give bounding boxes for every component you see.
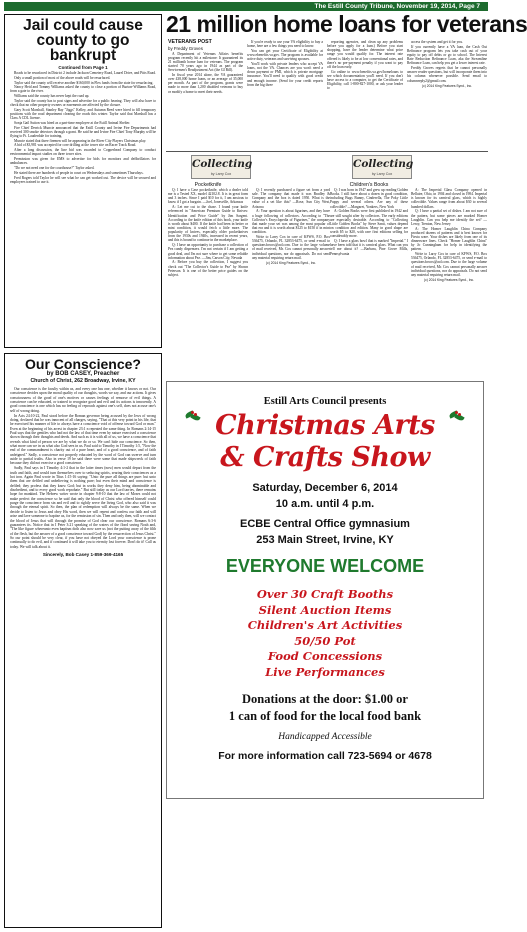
conscience-body: [10, 387, 156, 549]
paragraph: A: Golden Books were first published in 1942 and are still sought after by collectors. The early editions are especially desirable. According to "Collecting Little Golden Books" by Steve Santi, values depend on condition and edition. Many in good shape are worth $5 to $20, with rare first editions selling for considerably more.: [330, 209, 408, 239]
collecting-right-body: [330, 188, 408, 256]
loans-col-4: [407, 40, 487, 148]
collecting-logo-by-2: by Larry Cox: [371, 172, 393, 176]
paragraph: A bid of $3,981 was accepted for core drilling at the tower site on Racer Track Road.: [14, 143, 137, 148]
paragraph: Taylor said the county will receive another $160,000 in Flex funds from the state for resurfacing.: [14, 80, 154, 85]
paragraph: Our conscience is the faculty within us, and every one has one, whether it knows or not. Our conscience decides upon the moral quality of our thoughts, words we say, and our actions. It gives consciousness of the good of one's motives or causes feelings of remorse of evil things. A conscience can be educated, or trained to recognize good and evil and its actions is innocently. A good conscience is one which has no feeling of reproach against one's self, does not accuse one's self of wrong doing.: [10, 387, 156, 413]
paragraph: You'll work with private lenders who accept VA loans, not the VA. Chances are you won't need a down payment or PMI, which is private mortgage insurance. You'll need to qualify with good credit and enough income. (Send for your credit reports from the big three: [247, 61, 323, 87]
flyer-item: Children's Art Activities: [247, 618, 403, 632]
paragraph: access the system and get it for you.: [411, 40, 463, 44]
flyer-title-1: Christmas Arts: [215, 410, 435, 441]
flyer-item: Food Concessions: [267, 649, 383, 663]
loans-headline-wrap: [166, 11, 527, 38]
paragraph: A Department of Veterans Affairs benefits program recently hit a milestone: It guaranteed its 21 millionth home loan for veterans. The program started 70 years ago in 1944 as part of the Servicemen's Readjustment Act (the GI Bill).: [168, 51, 243, 73]
collecting-logo-text: Collecting: [192, 158, 253, 170]
paragraph: Q: I have a glass bowl that is marked "Imperial." I have been told that it is carnival glass. What can you tell me about it? —Barbara, Pine Grove Mills, Pennsylvania: [330, 239, 408, 256]
flyer-info: For more information call 723-5694 or 4678: [218, 750, 432, 762]
paragraph: A: Your question is about figurines, and they have a huge following of collectors. According to "The Collector's Encyclopedia of Figurines," the company that made your set was among the most popular of that era and it is worth about $125 to $150 if in mint condition.: [252, 209, 330, 235]
loans-headline: 21 million home loans for veterans: [166, 11, 527, 37]
paragraph: After a long discussion, the line bid was awarded to Copperhead Company to conduct environmental impact studies on three tower sites.: [10, 148, 156, 157]
collecting-logo-right: [352, 155, 412, 179]
flyer-presents: Estill Arts Council presents: [263, 396, 387, 407]
collecting-right-col-2: [411, 182, 487, 377]
paragraph: A: The Homer Laughlin China Company produced dozens of patterns and is best known for Fiesta ware. Your dishes are likely from one of its dinnerware lines. Check "Homer Laughlin China" by Jo Cunningham for help in identifying the pattern.: [411, 226, 487, 252]
page-header-bar: [4, 2, 488, 11]
flyer-donations-2: 1 can of food for the local food bank: [228, 709, 422, 723]
flyer-item: Over 30 Craft Booths: [256, 587, 394, 601]
loans-col-3: [327, 40, 403, 148]
christmas-flyer: [166, 381, 484, 799]
paragraph: reporting agencies, and clean up any problems before you apply for a loan.) Before you start shopping, have the lender determine what price range you would qualify for. The interest rate offered is likely to be at low conventional rates, and there's no pre-payment penalty if you want to pay off the loan early.: [327, 40, 403, 69]
collecting-right-body-2: [411, 188, 487, 277]
jail-article: [4, 14, 162, 348]
paragraph: "Do we not need one for the courthouse?" Taylor asked.: [14, 166, 95, 170]
paragraph: Roads to be resurfaced in District 2 include Jackson Cemetery Road, Laurel Drive, and Pitts Road.: [14, 71, 156, 75]
flyer-item: 50/50 Pot: [294, 633, 356, 648]
paragraph: Fred Rogers told Taylor he will see what he can get worked out. The device will be secured and employees trained to use it.: [10, 175, 156, 184]
paragraph: Sadly, Paul says in I Timothy 4:1-2 that in the latter times (now) men would depart from the truth and faith, and would turn themselves over to seducing spirits, searing their consciences as a hot iron. Again Paul wrote in Titus 1:15-16 saying: "Unto the pure all things are pure: but unto them that are defiled and unbelieving is nothing pure; but even their mind and conscience is defiled; they profess that they know God; but in works they deny him, being abominable and disobedient, and to every good work reprobate." But still today as our Lord tarries, there remains hope for mankind. The Hebrew writer wrote in chapter 9:8-10 that the law of Moses could not make perfect the conscience so he said that only the blood of Christ who offered himself could purge the conscience from sin and evil and to rightly serve the living God, who also said it was through the eternal spirit. So then, the plan of redemption will always be the same. When we decide to listen to Jesus and obey His word, then we will repent and confess our faith and will arise and lave someone to baptize us, for the remission of sin. Then and only then, will we contact the blood of Jesus that will through the promise of God clear our conscience. Romans 6:3-6 guarantees its. Notice that in I Peter 3:21 speaking of the waters of the flood saving Noah and, "The like figure whereunto even baptism doth also now save us (not the putting away of the filth of the flesh, but the answer of a good conscience toward God) by the resurrection of Jesus Christ." So our point should be very clear, if you have not obeyed the Lord your conscience is prone continually to do evil, and if continued it will take you to eternity lost forever. Don't do it! Call us today. We will talk about it.: [10, 466, 156, 549]
flyer-item: Live Performances: [265, 664, 385, 679]
loans-copyright: (c) 2014 King Features Synd., Inc.: [421, 83, 473, 88]
jail-headline: Jail could cause county to go bankrupt: [23, 17, 143, 64]
paragraph: Taylor said the county has to post signs and advertise for a public hearing. They will also have to check that no other property owners or easements are affected by the closure.: [10, 98, 156, 108]
jail-continued: Continued from Page 1: [58, 65, 108, 70]
paragraph: Q: I have a partial set of dishes. I am not sure of the pattern, but some pieces are marked Homer Laughlin. Can you help me identify the set? —Leroy, Trenton, New Jersey: [411, 209, 487, 226]
paragraph: Williams said the county has never kept the road up.: [14, 94, 90, 99]
paragraph: Fire Chief Derrick Muncie announced that the Estill County and Irvine Fire Departments had received 300 smoke detectors through a grant. He said he and Irvine Fire Chief Tony Murphy will be flying to Ft. Lauderdale for training.: [10, 125, 156, 138]
paragraph: Q: I have an opportunity to purchase a collection of Pez candy dispensers. I'm not certain if I am getting a good deal, and I'm not sure where to get some reliable information about Pez. —Jim, Carson City, Nevada: [168, 243, 248, 260]
paragraph: Q: I recently purchased a figure set from a yard sale. The company that made it was Bradley & Company and the box is dated 1950. What is the value of a set like this? —Rose, Sun City West, Arizona: [252, 188, 330, 209]
collecting-right-title: Children's Books: [349, 182, 389, 188]
paragraph: He stated there are hundreds of people in court on Wednesdays and sometimes Thursdays.: [14, 170, 144, 175]
loans-col-1-body: [168, 52, 243, 94]
flyer-venue-1: ECBE Central Office gymnasium: [240, 518, 410, 530]
conscience-byline: by BOB CASEY, Preacher: [46, 371, 120, 377]
paragraph: Freddy Groves regrets that he cannot personally answer reader questions, but will incorporate them into his column whenever possible. Send email to columnreply2@gmail.com.: [407, 66, 487, 83]
conscience-headline: Our Conscience?: [25, 356, 141, 372]
flyer-accessible: Handicapped Accessible: [278, 732, 372, 742]
flyer-item: Silent Auction Items: [258, 602, 392, 617]
collecting-logo-left: [191, 155, 251, 179]
flyer-date: Saturday, December 6, 2014: [252, 482, 398, 494]
collecting-left-col: [168, 182, 248, 377]
loans-col-3-body: [327, 40, 403, 90]
paragraph: In fiscal year 2014 alone, the VA guaranteed over 438,000 home loans, or an average of 35,000 per month. As part of the program, grants were made to more than 1,200 disabled veterans to buy or modify a home to meet their needs.: [168, 72, 243, 94]
conscience-church: Church of Christ, 262 Broadway, Irvine, KY: [30, 378, 136, 384]
paragraph: Only a small portion of most of the above roads will be resurfaced.: [14, 75, 111, 80]
paragraph: Go online to www.benefits.va.gov/homeloans to see which documentation you'll need. If you don't have access to a computer, to get the Certificate of Eligibility, call 1-800-827-1000, or ask your leader to: [327, 69, 403, 91]
collecting-logo-by: by Larry Cox: [210, 172, 232, 176]
paragraph: If you currently have a VA loan, the Cash Out Refinance program lets you take cash out of your equity to pay off debts or go to school. The Interest Rate Reduction Refinance Loan, aka the Streamline Refinance Loan, can help you get a lower interest rate.: [407, 44, 487, 66]
flyer-time: 10 a.m. until 4 p.m.: [275, 498, 375, 510]
loans-byline: by Freddy Groves: [168, 45, 203, 51]
paragraph: If you're ready to use your VA eligibility to buy a home, here are a few things you need to know:: [247, 40, 323, 49]
loans-col-2: [247, 40, 323, 148]
paragraph: Gary Scott Marshall, Stanley Ray "Jiggs" Kelley, and Autumn Reed were hired to fill temporary positions with the road department clearing the roads this winter. Taylor said that Marshall has a Class A CDL license.: [10, 107, 156, 121]
collecting-mid-body: [252, 188, 330, 260]
flyer-welcome: EVERYONE WELCOME: [225, 556, 425, 576]
collecting-left-title: Pocketknife: [194, 182, 222, 188]
collecting-right-col: [330, 182, 408, 377]
loans-col-1: [168, 40, 243, 148]
paragraph: Nancy Heid and Tommy Williams asked the county to close a portion of Burton-Williams Road, from a gate to the river.: [10, 85, 156, 94]
paragraph: Sonja Gail Sutton was hired as a part-time employee at the Estill Animal Shelter.: [14, 120, 131, 125]
flyer-items: [167, 587, 483, 680]
flyer-venue-2: 253 Main Street, Irvine, KY: [256, 534, 394, 546]
conscience-signoff: Sincerely, Bob Casey 1-859-369-4165: [42, 551, 124, 557]
paragraph: Write to Larry Cox in care of KFWS, P.O. Box 536475, Orlando, FL 32853-6475, or send e-mail to questionsforcox@aol.com. Due to the large volume of mail received, Mr. Cox cannot personally answer individual questions, nor do appraisals. Do not send any material requiring return mail.: [411, 252, 487, 277]
paragraph: You can get your Certificate of Eligibility at www.ebenefits.va.gov. The program is available for active duty, veterans and surviving spouses.: [247, 48, 323, 62]
paragraph: Q: I have a Case pocketknife, which a dealer told me is a Tested XX, model 42102.8. It is in great form and 3 inches. Since I paid $10 for it, I am anxious to know if I got a bargain. —Joel, Jonesville, Arkansas: [168, 188, 248, 205]
paragraph: A: Let me cut to the chase. I found your knife referenced in "American Premium Guide to Knives: Identification and Price Guide" by Jim Sargent. According to the knife edition of this book, your knife is worth about $400. If the knife had been in better or mint condition, it would fetch a little more. The popularity of knives, especially older pocketknives from the 1930s and 1940s, increased in recent years, and this is bound to continue in the marketplace.: [168, 205, 248, 243]
page-header-text: The Estill County Tribune, November 19, 2014, Page 7: [314, 3, 480, 10]
paragraph: A: Before you buy the collection, I suggest you check out "The Collector's Guide to Pez" by Shawn Peterson. It is one of the better price guides on the subject.: [168, 260, 248, 277]
collecting-mid-copyright: (c) 2014 King Features Synd., Inc.: [265, 260, 317, 265]
loans-col-4-body: [407, 40, 487, 83]
paragraph: In Acts 24:10-22, Paul stood before the Roman governor being accused by the Jews of wrong doing, declared that he was innocent of all charges, saying, "That at this very point in his life, that he exercised his manner of life to always have a conscience void of offense toward God or man." Even at the beginning of his arrest in chapter 23:1 n repeated the same thing. In Romans 2:14-15 Paul says that the gentiles who had not the law of that time even by nature exercised a conscience shown through their thoughts and deeds. And such as it is with all of us, we have a conscience that reveals what kind of person we are by what we do or so. We can't hide our conscience. So then, what more can we in us what also God sees in us. Paul said to Timothy in I Timothy 1:5, "Now the end of the commandment is charity out of a pure heart, and of a good conscience, and of faith unfeigned." Sadly, a conscience not properly educated by the word of God can swerve and turn aside to partial truths. Also in verse 19 he said there were some that made shipwreck of faith because they did not exercise a good conscience.: [10, 413, 156, 466]
conscience-article: [4, 353, 162, 928]
paragraph: A: The Imperial Glass Company opened in Bellaire, Ohio, in 1904 and closed in 1984. Imperial is known for its carnival glass, which is highly collectible. Values range from about $30 to several hundred dollars.: [411, 188, 487, 209]
flyer-donations-1: Donations at the door: $1.00 or: [242, 692, 408, 706]
loans-kicker: VETERANS POST: [168, 39, 212, 45]
jail-body: [10, 71, 156, 184]
collecting-left-body: [168, 188, 248, 277]
collecting-mid-col: [252, 182, 330, 377]
paragraph: Permission was given for EMS to advertise for bids for monitors and defibrillators for ambulances.: [10, 157, 156, 166]
paragraph: Q: I was born in 1947 and grew up reading Golden Books. I still have about a dozen in good condition, including Bugs Bunny, Cinderella, The Poky Little Puppy and several others. Are any of these collectible? —Margaret, Yonkers, New York: [330, 188, 408, 209]
loans-col-2-body: [247, 40, 323, 87]
paragraph: Muncie stated that three firemen will be appearing in the River City Players Christmas play.: [14, 138, 147, 143]
collecting-logo-text-2: Collecting: [353, 158, 414, 170]
flyer-title-2: & Crafts Show: [220, 442, 430, 473]
collecting-right-copyright: (c) 2014 King Features Synd., Inc.: [423, 278, 475, 283]
paragraph: Write to Larry Cox in care of KFWS, P.O. Box 536475, Orlando, FL 32853-6475, or send e-mail to questionsforcox@aol.com. Due to the large volume of mail received, Mr. Cox cannot personally answer individual questions, nor do appraisals. Do not send any material requiring return mail.: [252, 234, 330, 260]
